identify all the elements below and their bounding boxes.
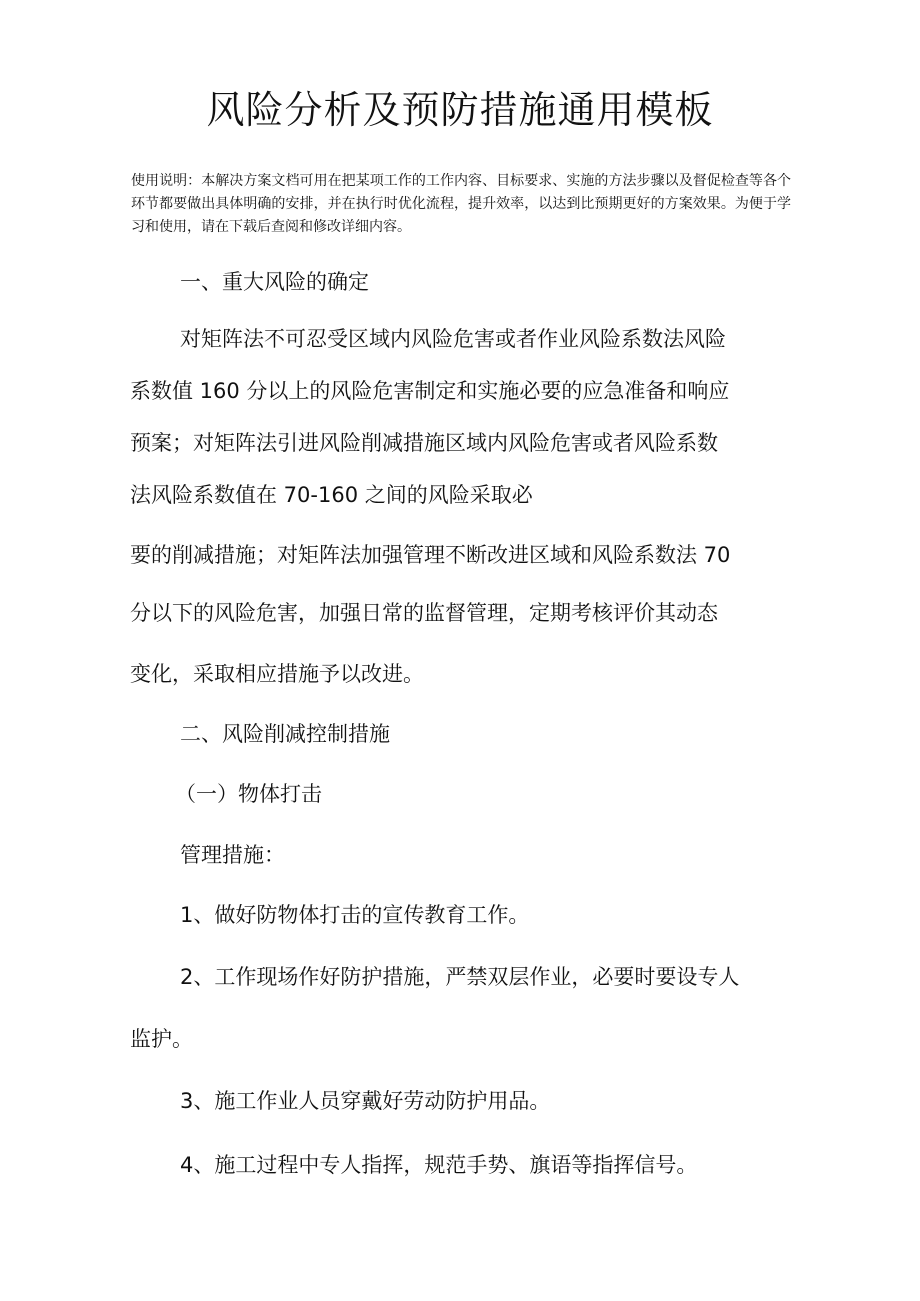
list-item: 3、施工作业人员穿戴好劳动防护用品。 (180, 1089, 551, 1113)
section-heading-1: 一、重大风险的确定 (180, 270, 369, 294)
paragraph-line: 预案；对矩阵法引进风险削减措施区域内风险危害或者风险系数 (130, 431, 718, 455)
paragraph-line: 变化，采取相应措施予以改进。 (130, 662, 424, 686)
usage-note: 使用说明：本解决方案文档可用在把某项工作的工作内容、目标要求、实施的方法步骤以及督促检查等各个环节都要做出具体明确的安排，并在执行时优化流程，提升效率，以达到比预期更好的方案效果。为便于学习和使用，请在下载后查阅和修改详细内容。 (131, 173, 791, 235)
paragraph-line: 系数值 160 分以上的风险危害制定和实施必要的应急准备和响应 (130, 379, 730, 403)
paragraph-line: 要的削减措施；对矩阵法加强管理不断改进区域和风险系数法 70 (130, 543, 731, 567)
paragraph-line: 法风险系数值在 70-160 之间的风险采取必 (130, 483, 533, 507)
measures-label: 管理措施： (180, 843, 285, 867)
section-heading-2: 二、风险削减控制措施 (180, 722, 390, 746)
list-item: 4、施工过程中专人指挥，规范手势、旗语等指挥信号。 (180, 1153, 698, 1177)
paragraph-line: 对矩阵法不可忍受区域内风险危害或者作业风险系数法风险 (180, 327, 726, 351)
list-item-continuation: 监护。 (130, 1027, 193, 1051)
subsection-heading: （一）物体打击 (175, 782, 322, 806)
list-item: 1、做好防物体打击的宣传教育工作。 (180, 903, 530, 927)
paragraph-line: 分以下的风险危害，加强日常的监督管理，定期考核评价其动态 (130, 601, 718, 625)
document-title: 风险分析及预防措施通用模板 (206, 88, 714, 132)
list-item: 2、工作现场作好防护措施，严禁双层作业，必要时要设专人 (180, 965, 740, 989)
